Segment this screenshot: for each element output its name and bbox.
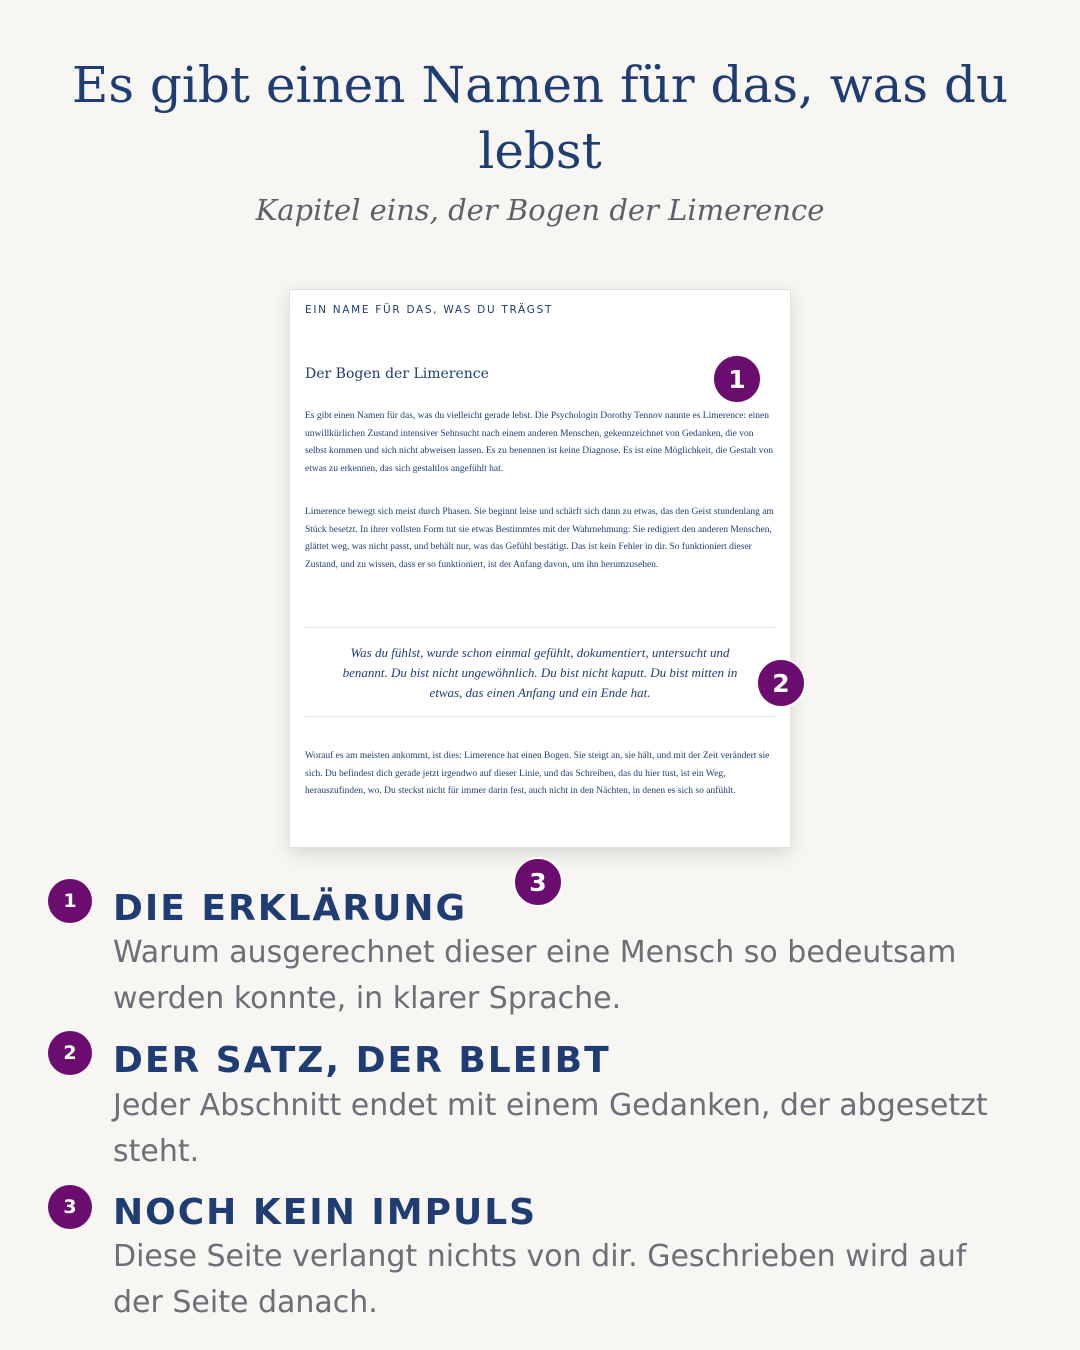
- item-description-3: Diese Seite verlangt nichts von dir. Geschrieben wird auf der Seite danach.: [113, 1239, 967, 1320]
- page-title: Es gibt einen Namen für das, was du lebst: [71, 56, 1009, 180]
- callout-badge-1: 1: [712, 354, 762, 404]
- body-paragraph-2: Limerence bewegt sich meist durch Phasen. Sie beginnt leise und schärft sich dann zu etwas, das den Geist stundenlang am Stück besetzt. In ihrer vollsten Form tut sie etwas Bestimmtes mit der Wahrnehmung: Sie redigiert den anderen Menschen, glättet weg, was nicht passt, und behält nur, was das Gefühl bestätigt. Das ist kein Fehler in dir. So funktioniert dieser Zustand, und zu wissen, dass er so funktioniert, ist der Anfang davon, um ihn herumzusehen.: [305, 507, 774, 570]
- callout-badge-3: 3: [513, 857, 563, 907]
- item-description-2: Jeder Abschnitt endet mit einem Gedanken, der abgesetzt steht.: [113, 1088, 988, 1169]
- item-badge-1: 1: [48, 879, 92, 923]
- page-running-header: EIN NAME FÜR DAS, WAS DU TRÄGST: [305, 304, 554, 316]
- callout-badge-2: 2: [756, 658, 806, 708]
- item-title-2: DER SATZ, DER BLEIBT: [113, 1040, 611, 1081]
- item-title-1: DIE ERKLÄRUNG: [113, 888, 468, 929]
- section-heading: Der Bogen der Limerence: [305, 366, 489, 382]
- item-badge-2: 2: [48, 1031, 92, 1075]
- page-subtitle: Kapitel eins, der Bogen der Limerence: [255, 193, 825, 227]
- quote-divider-bottom: [305, 716, 775, 717]
- body-paragraph-3: Worauf es am meisten ankommt, ist dies: Limerence hat einen Bogen. Sie steigt an, sie hält, und mit der Zeit verändert sie sich. Du befindest dich gerade jetzt irgendwo auf dieser Linie, und das Schreiben, das du hier tust, ist ein Weg, herauszufinden, wo. Du steckst nicht für immer darin fest, auch nicht in den Nächten, in denen es sich so anfühlt.: [305, 751, 770, 796]
- body-paragraph-1: Es gibt einen Namen für das, was du vielleicht gerade lebst. Die Psychologin Dorothy Tennov nannte es Limerence: einen unwillkürlichen Zustand intensiver Sehnsucht nach einem anderen Menschen, gekennzeichnet von Gedanken, die von selbst kommen und sich nicht abweisen lassen. Es zu benennen ist keine Diagnose. Es ist eine Möglichkeit, die Gestalt von etwas zu erkennen, das sich gestaltlos angefühlt hat.: [305, 411, 774, 474]
- pull-quote: Was du fühlst, wurde schon einmal gefühlt, dokumentiert, untersucht und benannt. Du bist nicht ungewöhnlich. Du bist nicht kaputt. Du bist mitten in etwas, das einen Anfang und ein Ende hat.: [342, 645, 738, 700]
- item-title-3: NOCH KEIN IMPULS: [113, 1192, 538, 1233]
- item-description-1: Warum ausgerechnet dieser eine Mensch so bedeutsam werden konnte, in klarer Sprache.: [113, 935, 957, 1016]
- quote-divider-top: [305, 627, 775, 628]
- item-badge-3: 3: [48, 1185, 92, 1229]
